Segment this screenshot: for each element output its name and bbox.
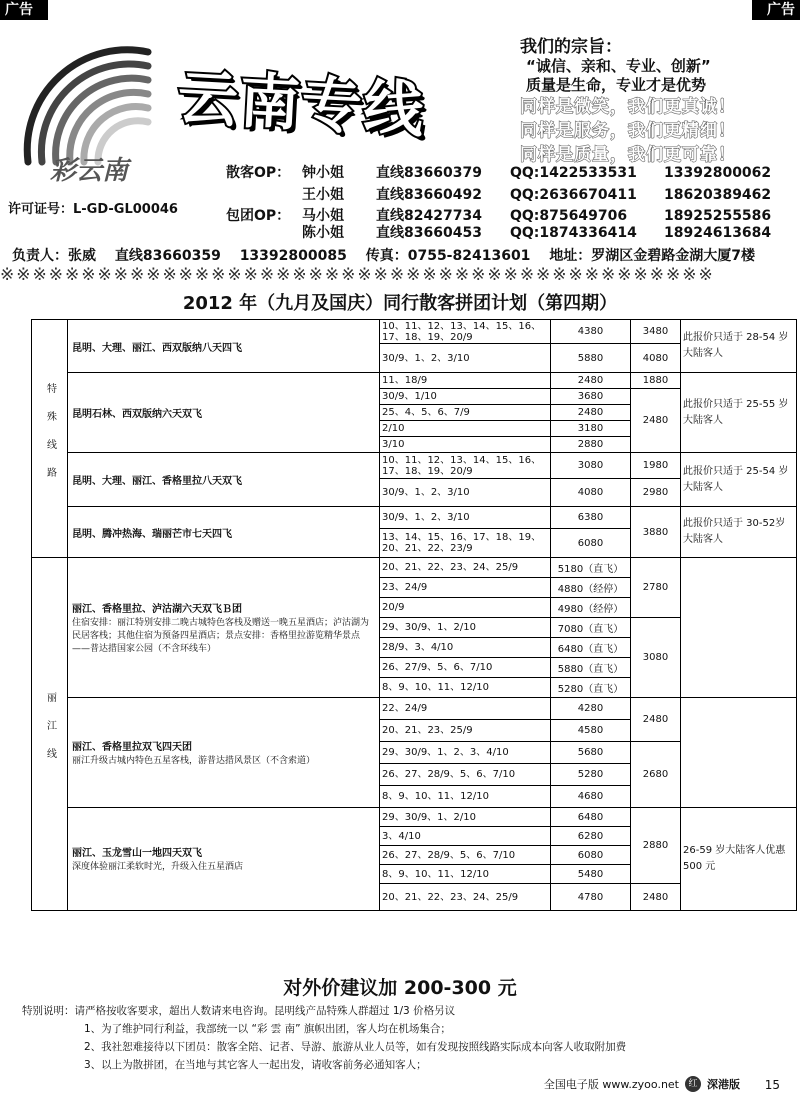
child-price: 3080 xyxy=(631,618,681,698)
motto-title: 我们的宗旨： xyxy=(520,37,622,57)
adult-price: 4080 xyxy=(551,479,631,507)
route-name xyxy=(68,320,380,373)
departure-dates: 30/9、1/10 xyxy=(380,389,551,405)
adult-price: 5480 xyxy=(551,865,631,884)
adult-price: 4580 xyxy=(551,720,631,742)
fax: 传真：0755-82413601 xyxy=(365,248,531,264)
adult-price: 4280 xyxy=(551,698,631,720)
adult-price: 2880 xyxy=(551,437,631,453)
footer xyxy=(544,1076,740,1092)
price-table xyxy=(31,319,797,911)
route-name xyxy=(68,698,380,808)
adult-price: 5280 xyxy=(551,764,631,786)
adult-price: 3680 xyxy=(551,389,631,405)
edition-icon: 红 xyxy=(685,1076,701,1092)
route-remark: 此报价只适于 28-54 岁大陆客人 xyxy=(681,320,797,373)
adult-price: 4880（经停） xyxy=(551,578,631,598)
ad-tag-left: 广告 xyxy=(0,0,48,20)
op-name: 钟小姐 xyxy=(302,165,344,181)
slogan: 同样是微笑，我们更真诚！ xyxy=(520,97,736,117)
child-price: 2680 xyxy=(631,742,681,808)
op-label: 包团OP： xyxy=(226,208,291,224)
departure-dates: 11、18/9 xyxy=(380,373,551,389)
route-remark xyxy=(681,558,797,698)
route-title: 昆明、大理、丽江、香格里拉八天双飞 xyxy=(72,476,242,487)
table-row xyxy=(32,808,797,827)
op-label: 散客OP： xyxy=(226,165,291,181)
departure-dates: 26、27、28/9、5、6、7/10 xyxy=(380,846,551,865)
route-note: 深度体验丽江柔软时光，升级入住五星酒店 xyxy=(72,862,244,872)
route-name xyxy=(68,507,380,558)
slogan: 同样是服务，我们更精细！ xyxy=(520,121,736,141)
adult-price: 5880 xyxy=(551,344,631,373)
adult-price: 5880（直飞） xyxy=(551,658,631,678)
op-qq: QQ:1874336414 xyxy=(510,225,637,241)
brand-title: 云南专线 xyxy=(175,63,428,146)
route-remark: 此报价只适于 25-54 岁大陆客人 xyxy=(681,453,797,507)
adult-price: 2480 xyxy=(551,373,631,389)
adult-price: 4680 xyxy=(551,786,631,808)
route-remark: 此报价只适于 25-55 岁大陆客人 xyxy=(681,373,797,453)
adult-price: 6380 xyxy=(551,507,631,529)
route-title: 昆明、腾冲热海、瑞丽芒市七天四飞 xyxy=(72,528,232,540)
route-name xyxy=(68,453,380,507)
child-price: 1980 xyxy=(631,453,681,479)
op-mobile: 18620389462 xyxy=(664,187,772,203)
child-price: 2480 xyxy=(631,698,681,742)
route-title: 昆明、大理、丽江、西双版纳八天四飞 xyxy=(72,342,242,354)
op-phone: 直线82427734 xyxy=(376,208,482,224)
op-qq: QQ:875649706 xyxy=(510,208,628,224)
route-remark: 此报价只适于 30-52岁大陆客人 xyxy=(681,507,797,558)
departure-dates: 29、30/9、1、2、3、4/10 xyxy=(380,742,551,764)
note-item: 1、为了维护同行利益，我部统一以 “彩 雲 南” 旗帜出团，客人均在机场集合； xyxy=(84,1023,451,1035)
route-title: 丽江、香格里拉、泸沽湖六天双飞Ｂ团 xyxy=(72,603,242,615)
adult-price: 6080 xyxy=(551,529,631,558)
adult-price: 5180（直飞） xyxy=(551,558,631,578)
plan-title: 2012 年（九月及国庆）同行散客拼团计划（第四期） xyxy=(182,293,618,314)
departure-dates: 10、11、12、13、14、15、16、17、18、19、20/9 xyxy=(380,320,551,344)
adult-price: 7080（直飞） xyxy=(551,618,631,638)
adult-price: 4980（经停） xyxy=(551,598,631,618)
price-suggestion: 对外价建议加 200-300 元 xyxy=(283,977,517,999)
note-item: 2、我社恕难接待以下团员：散客全陪、记者、导游、旅游从业人员等，如有发现按照线路实际成本向客人收取附加费 xyxy=(84,1041,627,1053)
departure-dates: 20、21、22、23、24、25/9 xyxy=(380,884,551,911)
child-price: 2880 xyxy=(631,808,681,884)
departure-dates: 8、9、10、11、12/10 xyxy=(380,678,551,698)
op-qq: QQ:2636670411 xyxy=(510,187,637,203)
departure-dates: 20/9 xyxy=(380,598,551,618)
adult-price: 5280（直飞） xyxy=(551,678,631,698)
route-name xyxy=(68,373,380,453)
notes-lead: 特别说明：请严格按收客要求，超出人数请来电咨询。昆明线产品特殊人群超过 1/3 价格另议 xyxy=(22,1005,456,1017)
departure-dates: 8、9、10、11、12/10 xyxy=(380,865,551,884)
departure-dates: 30/9、1、2、3/10 xyxy=(380,479,551,507)
route-group: 特殊线路 xyxy=(32,320,68,558)
adult-price: 3180 xyxy=(551,421,631,437)
departure-dates: 25、4、5、6、7/9 xyxy=(380,405,551,421)
adult-price: 5680 xyxy=(551,742,631,764)
op-name: 陈小姐 xyxy=(302,225,344,241)
adult-price: 2480 xyxy=(551,405,631,421)
op-name: 马小姐 xyxy=(302,208,344,224)
contact-line xyxy=(12,245,769,265)
route-remark xyxy=(681,698,797,808)
ad-tag-right: 广告 xyxy=(752,0,800,20)
op-name: 王小姐 xyxy=(302,187,344,203)
table-row xyxy=(32,507,797,529)
adult-price: 6480（直飞） xyxy=(551,638,631,658)
route-title: 昆明石林、西双版纳六天双飞 xyxy=(72,409,202,420)
motto-line: 质量是生命，专业才是优势 xyxy=(526,76,707,94)
manager: 负责人：张威 xyxy=(12,248,96,264)
footer-text: 全国电子版 www.zyoo.net xyxy=(543,1078,679,1091)
manager-phone: 直线83660359 xyxy=(114,248,221,264)
departure-dates: 13、14、15、16、17、18、19、20、21、22、23/9 xyxy=(380,529,551,558)
op-phone: 直线83660453 xyxy=(376,225,482,241)
table-row xyxy=(32,320,797,344)
route-title: 丽江、玉龙雪山一地四天双飞 xyxy=(72,848,202,859)
adult-price: 4380 xyxy=(551,320,631,344)
adult-price: 6280 xyxy=(551,827,631,846)
adult-price: 3080 xyxy=(551,453,631,479)
star-divider: ※※※※※※※※※※※※※※※※※※※※※※※※※※※※※※※※※※※※※※※※※※※※ xyxy=(0,265,715,285)
adult-price: 6480 xyxy=(551,808,631,827)
manager-mobile: 13392800085 xyxy=(239,248,347,264)
departure-dates: 28/9、3、4/10 xyxy=(380,638,551,658)
address: 地址：罗湖区金碧路金湖大厦7楼 xyxy=(549,248,756,264)
op-mobile: 18925255586 xyxy=(664,208,772,224)
route-name xyxy=(68,808,380,911)
adult-price: 4780 xyxy=(551,884,631,911)
special-notes xyxy=(22,1002,626,1074)
departure-dates: 30/9、1、2、3/10 xyxy=(380,507,551,529)
motto-box xyxy=(520,32,795,167)
page-number: 15 xyxy=(764,1078,780,1092)
departure-dates: 29、30/9、1、2/10 xyxy=(380,808,551,827)
departure-dates: 29、30/9、1、2/10 xyxy=(380,618,551,638)
departure-dates: 3、4/10 xyxy=(380,827,551,846)
table-row xyxy=(32,698,797,720)
departure-dates: 20、21、23、25/9 xyxy=(380,720,551,742)
departure-dates: 2/10 xyxy=(380,421,551,437)
child-price: 4080 xyxy=(631,344,681,373)
departure-dates: 30/9、1、2、3/10 xyxy=(380,344,551,373)
departure-dates: 8、9、10、11、12/10 xyxy=(380,786,551,808)
route-remark: 26-59 岁大陆客人优惠 500 元 xyxy=(681,808,797,911)
departure-dates: 26、27、28/9、5、6、7/10 xyxy=(380,764,551,786)
route-note: 丽江升级古城内特色五星客栈，游普达措风景区（不含索道） xyxy=(72,755,316,766)
op-mobile: 13392800062 xyxy=(664,165,772,181)
departure-dates: 10、11、12、13、14、15、16、17、18、19、20/9 xyxy=(380,453,551,479)
route-title: 丽江、香格里拉双飞四天团 xyxy=(72,741,192,753)
child-price: 2980 xyxy=(631,479,681,507)
table-row xyxy=(32,373,797,389)
departure-dates: 3/10 xyxy=(380,437,551,453)
op-mobile: 18924613684 xyxy=(664,225,772,241)
child-price: 2480 xyxy=(631,389,681,453)
table-row xyxy=(32,558,797,578)
logo-text: 彩云南 xyxy=(50,156,129,186)
route-name xyxy=(68,558,380,698)
op-phone: 直线83660379 xyxy=(376,165,482,181)
route-note: 住宿安排：丽江特别安排二晚古城特色客栈及赠送一晚五星酒店；泸沽湖为民居客栈；其他住宿为预备四星酒店；景点安排：香格里拉游览精华景点——普达措国家公园（不含环线车） xyxy=(72,617,370,654)
departure-dates: 20、21、22、23、24、25/9 xyxy=(380,558,551,578)
edition-name: 深港版 xyxy=(707,1078,740,1091)
slogan: 同样是质量，我们更可靠！ xyxy=(520,145,736,165)
adult-price: 6080 xyxy=(551,846,631,865)
motto-line: “诚信、亲和、专业、创新” xyxy=(526,57,711,75)
child-price: 2780 xyxy=(631,558,681,618)
license-number: 许可证号：L-GD-GL00046 xyxy=(8,202,178,217)
route-group: 丽江线 xyxy=(32,558,68,911)
child-price: 3880 xyxy=(631,507,681,558)
table-row xyxy=(32,453,797,479)
op-qq: QQ:1422533531 xyxy=(510,165,637,181)
note-item: 3、以上为散拼团，在当地与其它客人一起出发，请收客前务必通知客人； xyxy=(84,1059,427,1071)
child-price: 1880 xyxy=(631,373,681,389)
departure-dates: 22、24/9 xyxy=(380,698,551,720)
departure-dates: 26、27/9、5、6、7/10 xyxy=(380,658,551,678)
departure-dates: 23、24/9 xyxy=(380,578,551,598)
op-phone: 直线83660492 xyxy=(376,187,482,203)
child-price: 3480 xyxy=(631,320,681,344)
child-price: 2480 xyxy=(631,884,681,911)
